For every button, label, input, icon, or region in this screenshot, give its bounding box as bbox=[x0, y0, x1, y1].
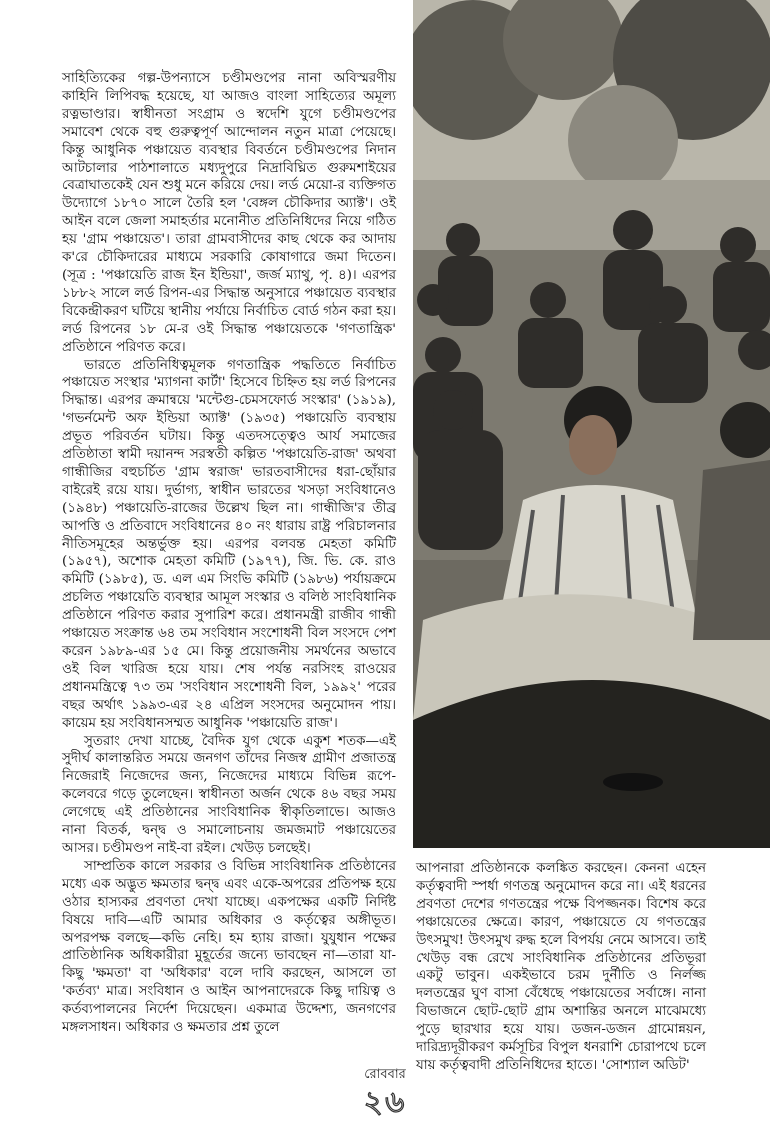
paragraph-evolution: সুতরাং দেখা যাচ্ছে, বৈদিক যুগ থেকে একুশ শতক—এই সুদীর্ঘ কালান্তরিত সময়ে জনগণ তাঁদের নিজস্ব গ্রামীণ প্রজাতন্ত্র নিজেরাই নিজেদের জন্য, নিজেদের মাধ্যমে বিভিন্ন রূপে-কলেবরে গড়ে তুলেছেন। স্বাধীনতা অর্জন থেকে ৪৬ বছর সময় লেগেছে এই প্রতিষ্ঠানের সাংবিধানিক স্বীকৃতিলাভে। আজও নানা বিতর্ক, দ্বন্দ্ব ও সমালোচনায় জমজমাট পঞ্চায়েতের আসর। চণ্ডীমণ্ডপ নাই-বা রইল। খেউড় চলছেই। bbox=[62, 733, 396, 856]
paragraph-power-conflict: সাম্প্রতিক কালে সরকার ও বিভিন্ন সাংবিধানিক প্রতিষ্ঠানের মধ্যে এক অদ্ভুত ক্ষমতার দ্বন্দ্ব এবং একে-অপরের প্রতিপক্ষ হয়ে ওঠার হাস্যকর প্রবণতা দেখা যাচ্ছে। একপক্ষের একটি নির্দিষ্ট বিষয়ে দাবি—এটি আমার অধিকার ও কর্তৃত্বের অঙ্গীভূত। অপরপক্ষ বলছে—কভি নেহি। হম হ্যায় রাজা। যুযুধান পক্ষের প্রাতিষ্ঠানিক অধিকারীরা মুহূর্তের জন্যে ভাবছেন না—তারা যা-কিছু 'ক্ষমতা' বা 'অধিকার' বলে দাবি করছেন, আসলে তা 'কর্তব্য' মাত্র। সংবিধান ও আইন আপনাদেরকে কিছু দায়িত্ব ও কর্তব্যপালনের নির্দেশ দিয়েছেন। একমাত্র উদ্দেশ্য, জনগণের মঙ্গলসাধন। অধিকার ও ক্ষমতার প্রশ্ন তুলে bbox=[62, 858, 396, 1036]
page-number: ২৬ bbox=[363, 1085, 407, 1120]
magazine-name: রোববার bbox=[364, 1067, 406, 1082]
paragraph-history: সাহিত্যিকের গল্প-উপন্যাসে চণ্ডীমণ্ডপের নানা অবিস্মরণীয় কাহিনি লিপিবদ্ধ হয়েছে, যা আজও বাংলা সাহিত্যের অমূল্য রত্নভাণ্ডার। স্বাধীনতা সংগ্রাম ও স্বদেশি যুগে চণ্ডীমণ্ডপের সমাবেশ থেকে বহু গুরুত্বপূর্ণ আন্দোলন নতুন মাত্রা পেয়েছে। কিন্তু আধুনিক পঞ্চায়েত ব্যবস্থার বিবর্তনে চণ্ডীমণ্ডপের নিদান আটচালার পাঠশালাতে মধ্যদুপুরে নিদ্রাবিঘ্নিত গুরুমশাইয়ের বেত্রাঘাতকেই যেন শুধু মনে করিয়ে দেয়। লর্ড মেয়ো-র ব্যক্তিগত উদ্যোগে ১৮৭০ সালে তৈরি হল 'বেঙ্গল চৌকিদার অ্যাক্ট'। ওই আইন বলে জেলা সমাহর্তার মনোনীত প্রতিনিধিদের নিয়ে গঠিত হয় 'গ্রাম পঞ্চায়েত'। তারা গ্রামবাসীদের কাছ থেকে কর আদায় ক'রে চৌকিদারের মাধ্যমে সরকারি কোষাগারে জমা দিতেন। (সূত্র : 'পঞ্চায়েতি রাজ ইন ইন্ডিয়া', জর্জ ম্যাথু, পৃ. ৪)। এরপর ১৮৮২ সালে লর্ড রিপন-এর সিদ্ধান্ত অনুসারে পঞ্চায়েত ব্যবস্থার বিকেন্দ্রীকরণ ঘটিয়ে স্থানীয় পর্যায়ে নির্বাচিত বোর্ড গঠন করা হয়। লর্ড রিপনের ১৮ মে-র ওই সিদ্ধান্ত পঞ্চায়েতকে 'গণতান্ত্রিক' প্রতিষ্ঠানে পরিণত করে। bbox=[62, 71, 396, 355]
article-left-column bbox=[62, 70, 396, 1037]
paragraph-magna-carta: ভারতে প্রতিনিধিত্বমূলক গণতান্ত্রিক পদ্ধতিতে নির্বাচিত পঞ্চায়েত সংস্থার 'ম্যাগনা কার্টা' হিসেবে চিহ্নিত হয় লর্ড রিপনের সিদ্ধান্ত। এরপর ক্রমান্বয়ে 'মন্টেগু-চেমসফোর্ড সংস্কার' (১৯১৯), 'গভর্নমেন্ট অফ ইন্ডিয়া অ্যাক্ট' (১৯৩৫) পঞ্চায়েতি ব্যবস্থায় প্রভূত পরিবর্তন ঘটায়। কিন্তু এতদসত্ত্বেও আর্য সমাজের প্রতিষ্ঠাতা স্বামী দয়ানন্দ সরস্বতী কল্পিত 'পঞ্চায়েতি-রাজ' অথবা গান্ধীজির বহুচর্চিত 'গ্রাম স্বরাজ' ভারতবাসীদের ধরা-ছোঁয়ার বাইরেই রয়ে যায়। দুর্ভাগ্য, স্বাধীন ভারতের খসড়া সংবিধানেও (১৯৪৮) পঞ্চায়েতি-রাজের উল্লেখ ছিল না। গান্ধীজি'র তীব্র আপত্তি ও প্রতিবাদে সংবিধানের ৪০ নং ধারায় রাষ্ট্র পরিচালনার নীতিসমূহের অন্তর্ভুক্ত হয়। এরপর বলবন্ত মেহতা কমিটি (১৯৫৭), অশোক মেহতা কমিটি (১৯৭৭), জি. ভি. কে. রাও কমিটি (১৯৮৫), ড. এল এম সিংভি কমিটি (১৯৮৬) পর্যায়ক্রমে প্রচলিত পঞ্চায়েতি ব্যবস্থার আমূল সংস্কার ও বলিষ্ঠ সাংবিধানিক প্রতিষ্ঠানে পরিণত করার সুপারিশ করে। প্রধানমন্ত্রী রাজীব গান্ধী পঞ্চায়েত সংক্রান্ত ৬৪ তম সংবিধান সংশোধনী বিল সংসদে পেশ করেন ১৯৮৯-এর ১৫ মে। কিন্তু প্রয়োজনীয় সমর্থনের অভাবে ওই বিল খারিজ হয়ে যায়। শেষ পর্যন্ত নরসিংহ রাওয়ের প্রধানমন্ত্রিত্বে ৭৩ তম 'সংবিধান সংশোধনী বিল, ১৯৯২' পরের বছর অর্থাৎ ১৯৯৩-এর ২৪ এপ্রিল সংসদের অনুমোদন পায়। কায়েম হয় সংবিধানসম্মত আধুনিক 'পঞ্চায়েতি রাজ'। bbox=[62, 357, 396, 731]
paragraph-continuation: আপনারা প্রতিষ্ঠানকে কলঙ্কিত করছেন। কেননা এহেন কর্তৃত্ববাদী স্পর্ধা গণতন্ত্র অনুমোদন করে না। এই ধরনের প্রবণতা দেশের গণতন্ত্রের পক্ষে বিপজ্জনক। বিশেষ করে পঞ্চায়েতের ক্ষেত্রে। কারণ, পঞ্চায়েতে যে গণতন্ত্রের উৎসমুখ! উৎসমুখ রুদ্ধ হলে বিপর্যয় নেমে আসবে। তাই খেউড় বন্ধ রেখে সাংবিধানিক প্রতিষ্ঠানের প্রতিভূরা একটু ভাবুন। একইভাবে চরম দুর্নীতি ও নির্লজ্জ দলতন্ত্রের ঘুণ বাসা বেঁধেছে পঞ্চায়েতের সর্বাঙ্গে। নানা বিভাজনে ছোট-ছোট গ্রাম অশান্তির অনলে মাঝেমধ্যে পুড়ে ছারখার হয়ে যায়। ডজন-ডজন গ্রামোন্নয়ন, দারিদ্র্যদূরীকরণ কর্মসূচির বিপুল ধনরাশি চোরাপথে চলে যায় কর্তৃত্ববাদী প্রতিনিধিদের হাতে। 'সোশ্যাল অডিট' bbox=[416, 861, 706, 1073]
article-right-column bbox=[416, 860, 706, 1075]
village-meeting-photo bbox=[413, 0, 770, 848]
